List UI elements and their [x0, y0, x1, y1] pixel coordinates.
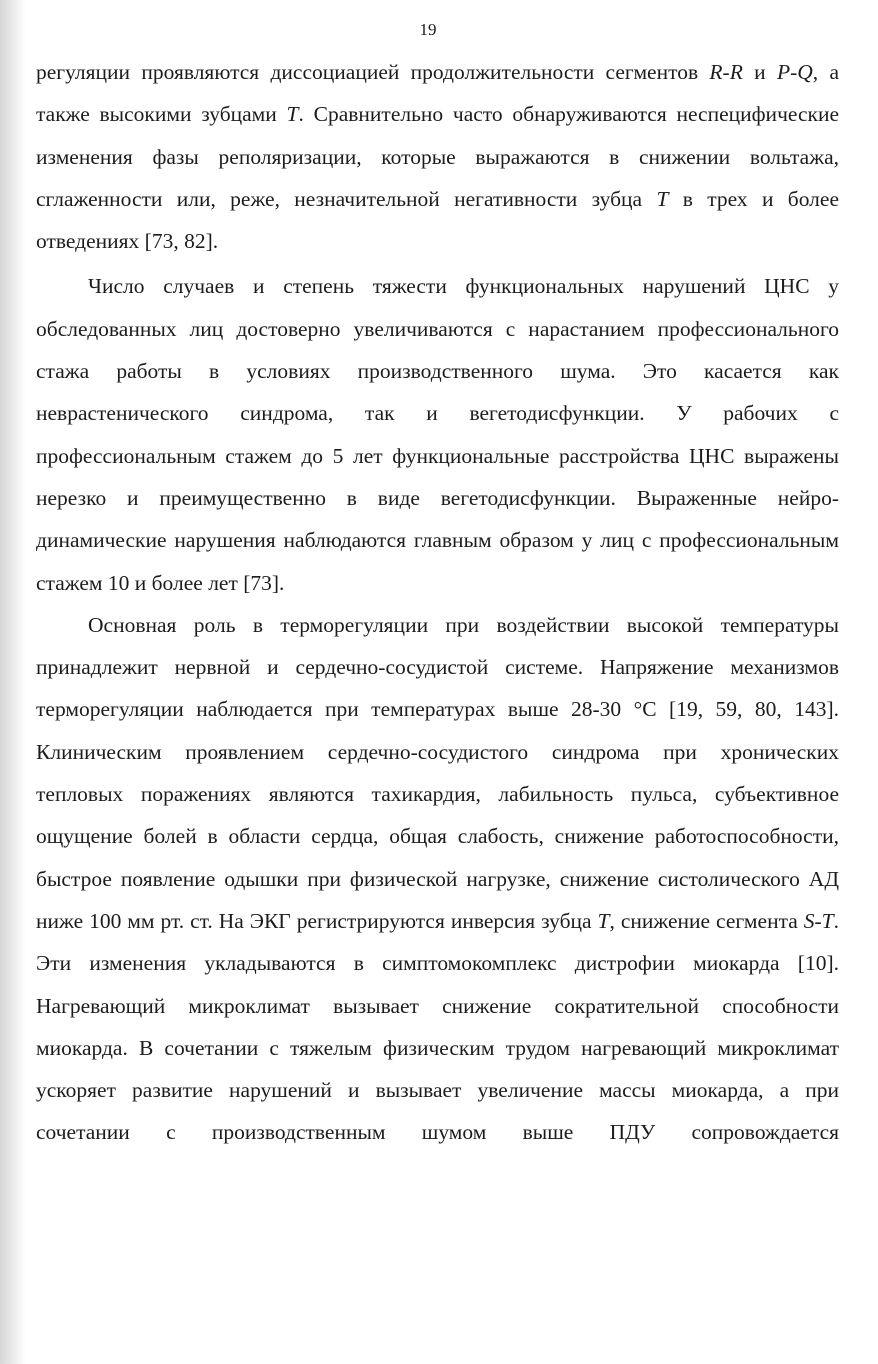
text-run: . Сравнительно часто обнаруживаются неспецифические изменения фазы реполяризации, которые выражаются в снижении вольтажа, сглаженности или, реже, незначительной негативности зубца: [36, 102, 839, 211]
scan-edge-shadow: [0, 0, 26, 1364]
text-run: в трех и более отведениях [73, 82].: [36, 186, 840, 254]
italic-run: T: [286, 102, 299, 127]
text-run: регуляции проявляются диссоциацией продолжительности сегментов: [36, 60, 710, 84]
text-run: Основная роль в терморегуляции при воздействии высокой температуры принадлежит нервной и сердечно-сосудистой системе. Напряжение механизмов терморегуляции наблюдается при температурах выше 28-30 °С [19, 59, 80, 143]. Клиническим проявлением сердечно-сосудистого синдрома при хронических тепловых поражениях являются тахикардия, лабильность пульса, субъективное ощущение болей в области сердца, общая слабость, снижение работоспособности, быстрое появление одышки при физической нагрузке, снижение систолического АД ниже 100 мм рт. ст. На ЭКГ регистрируются инверсия зубца: [36, 612, 839, 933]
text-run: и: [742, 60, 777, 84]
italic-run: S-T: [803, 908, 834, 933]
italic-run: P-Q: [776, 60, 813, 84]
italic-run: T: [656, 186, 669, 211]
paragraph-2: [36, 265, 839, 603]
paragraph-1: [36, 51, 839, 262]
text-run: , а также высокими зубцами: [36, 60, 839, 127]
italic-run: T: [597, 908, 610, 933]
italic-run: R-R: [709, 60, 743, 84]
page-number: 19: [419, 20, 437, 39]
text-run: Число случаев и степень тяжести функциональных нарушений ЦНС у обследованных лиц достоверно увеличиваются с нарастанием профессионального стажа работы в условиях производственного шума. Это касается как неврастенического синдрома, так и вегетодисфункции. У рабочих с профессиональным стажем до 5 лет функциональные расстройства ЦНС выражены нерезко и преимущественно в виде вегетодисфункции. Выраженные нейро-динамические нарушения наблюдаются главным образом у лиц с профессиональным стажем 10 и более лет [73].: [36, 274, 839, 595]
text-run: , снижение сегмента: [609, 908, 804, 933]
paragraph-3: [36, 604, 839, 1154]
body-text: [36, 51, 839, 1154]
text-run: . Эти изменения укладываются в симптомокомплекс дистрофии миокарда [10]. Нагревающий микроклимат вызывает снижение сократительной способности миокарда. В сочетании с тяжелым физическим трудом нагревающий микроклимат ускоряет развитие нарушений и вызывает увеличение массы миокарда, а при сочетании с производственным шумом выше ПДУ сопровождается: [36, 908, 840, 1145]
